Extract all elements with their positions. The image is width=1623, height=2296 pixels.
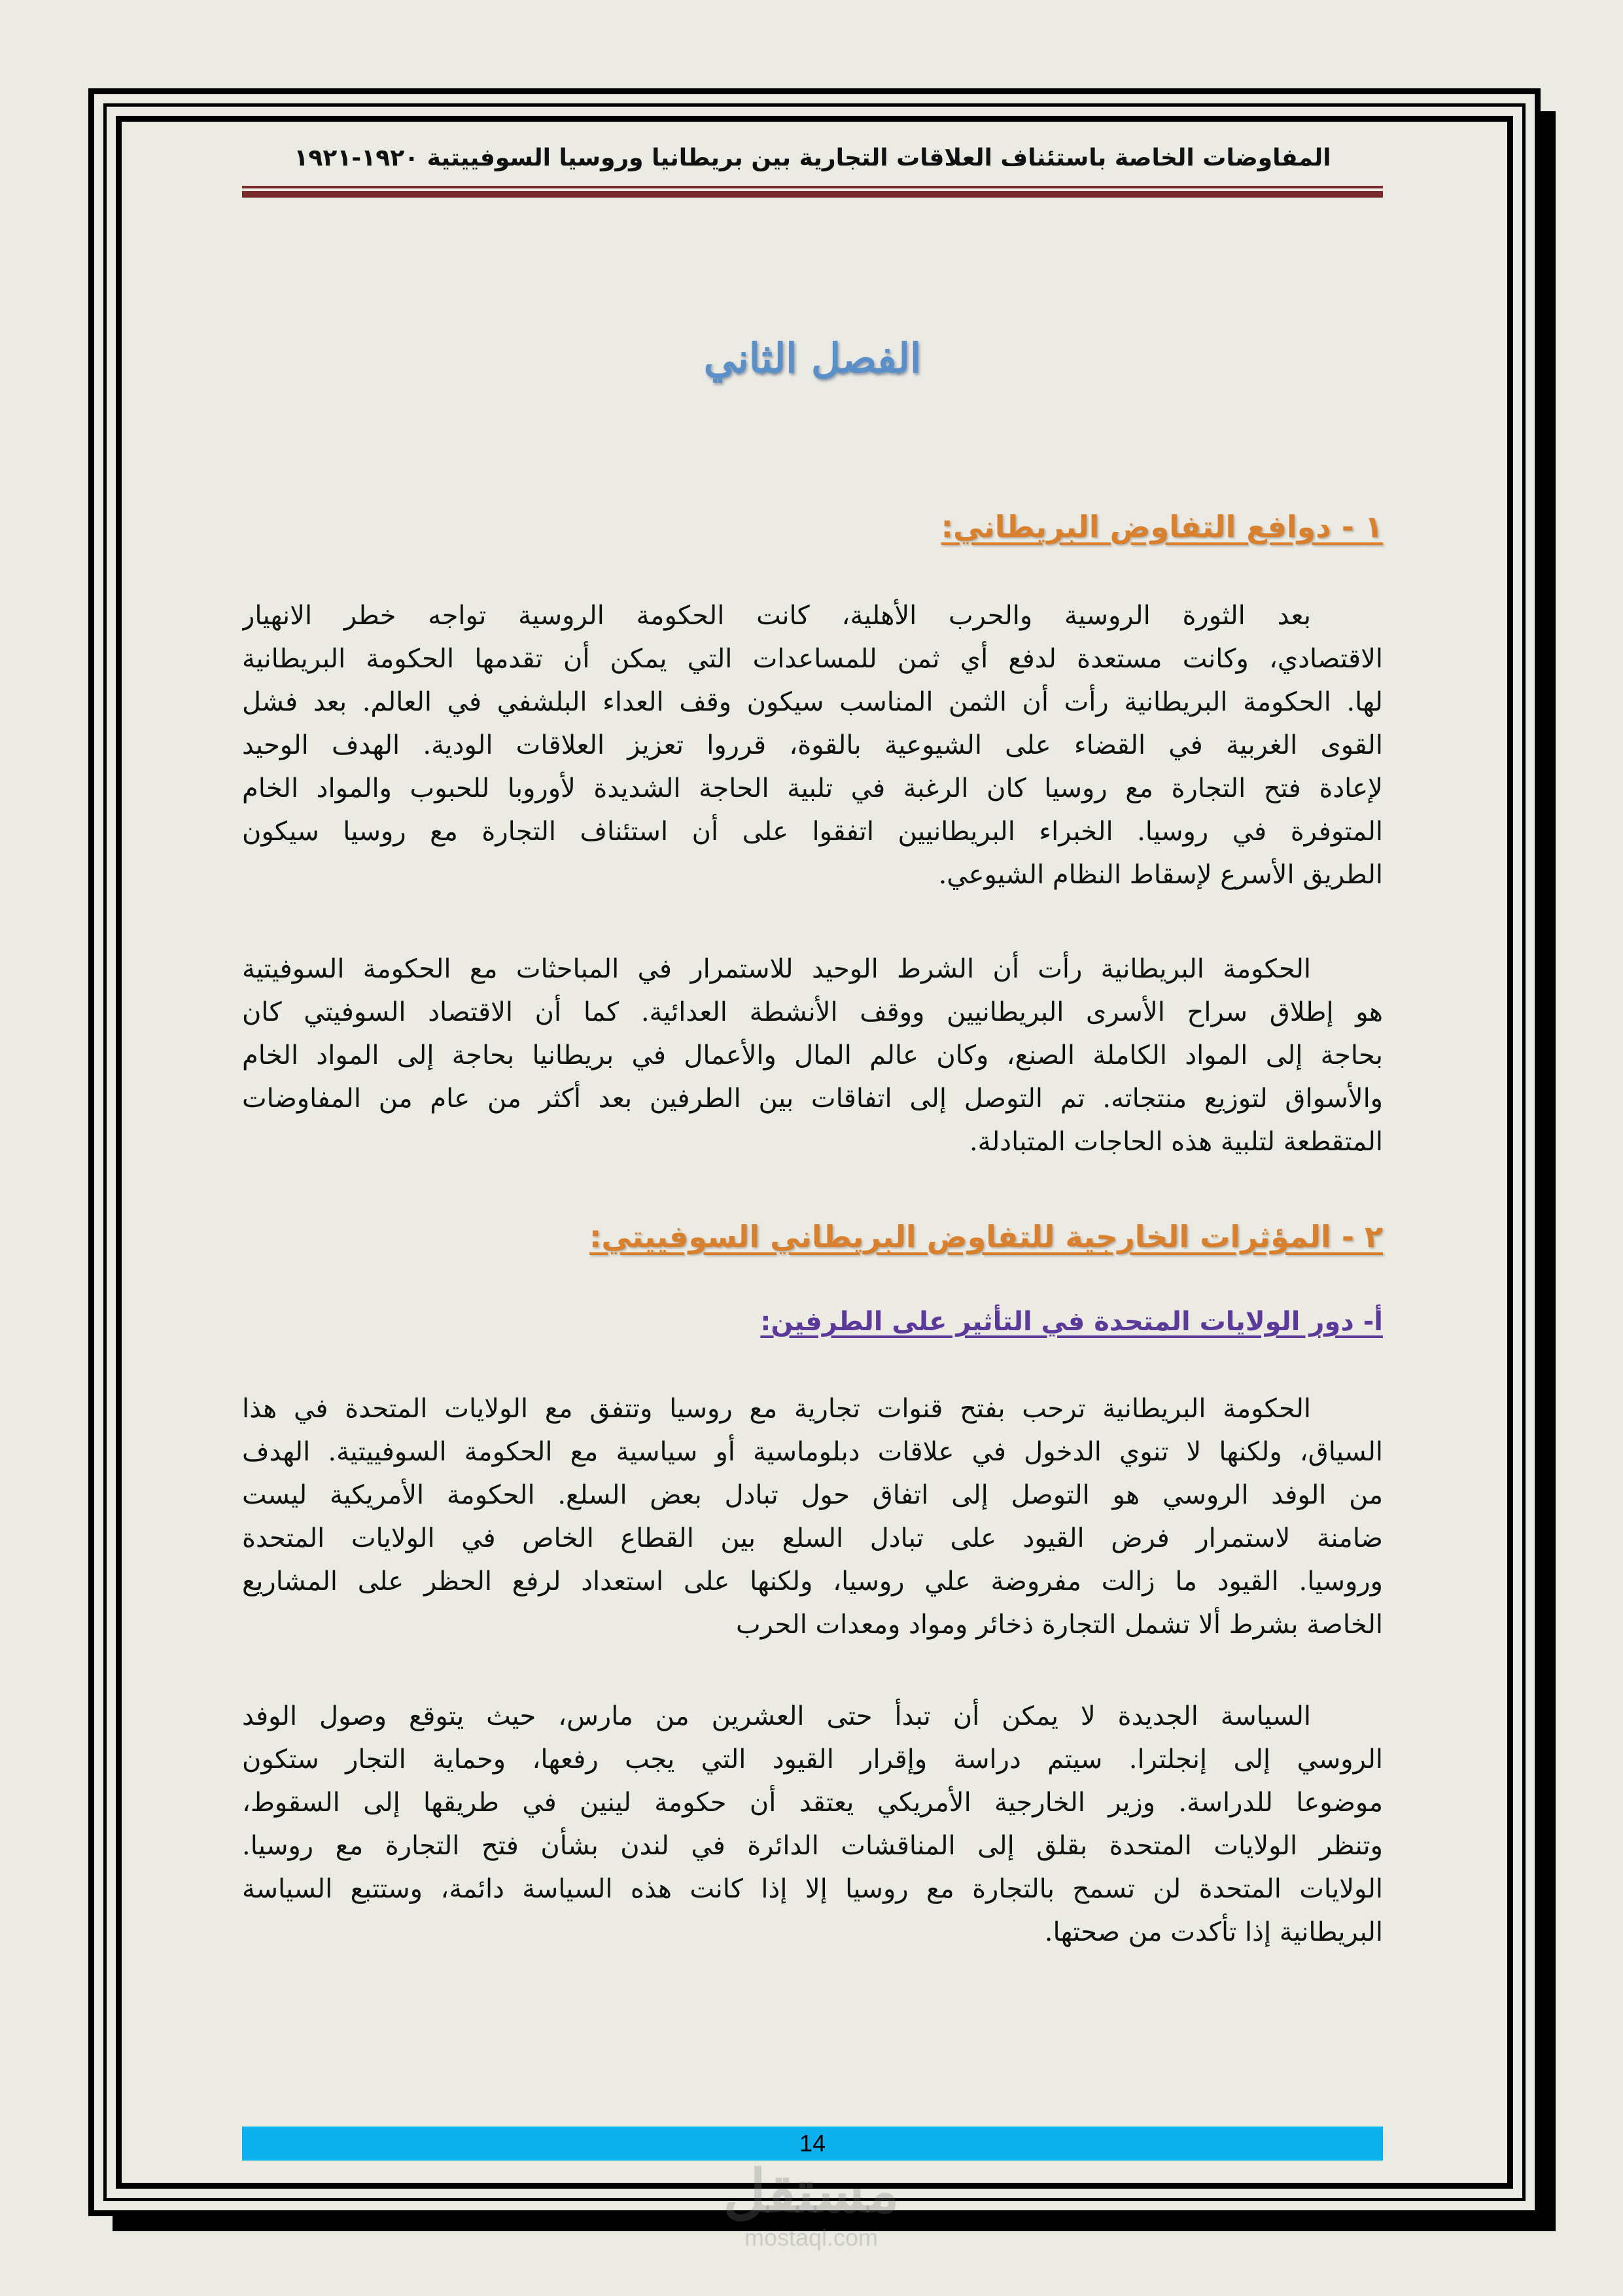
paragraph-line: البريطانية إذا تأكدت من صحتها. xyxy=(1044,1917,1383,1947)
paragraph-line: القوى الغربية في القضاء على الشيوعية بالقوة، قرروا تعزيز العلاقات الودية. الهدف الوحيد xyxy=(242,730,1383,760)
page-content xyxy=(242,131,1383,1947)
paragraph-line: من الوفد الروسي هو التوصل إلى اتفاق حول تبادل بعض السلع. الحكومة الأمريكية ليست xyxy=(242,1480,1383,1510)
paragraph-line: لإعادة فتح التجارة مع روسيا كان الرغبة في تلبية الحاجة الشديدة لأوروبا للحبوب والمواد الخام xyxy=(242,773,1383,804)
paragraph-line: الولايات المتحدة لن تسمح بالتجارة مع روسيا إلا إذا كانت هذه السياسة دائمة، وستتبع السياسة xyxy=(242,1874,1383,1904)
paragraph-line: الخاصة بشرط ألا تشمل التجارة ذخائر ومواد ومعدات الحرب xyxy=(735,1610,1383,1640)
section-1-title: ١ - دوافع التفاوض البريطاني: xyxy=(941,509,1383,544)
paragraph-line: الاقتصادي، وكانت مستعدة لدفع أي ثمن للمساعدات التي يمكن أن تقدمها الحكومة البريطانية xyxy=(242,644,1383,674)
section-2-title: ٢ - المؤثرات الخارجية للتفاوض البريطاني السوفييتي: xyxy=(589,1219,1383,1254)
paragraph-line: ضامنة لاستمرار فرض القيود على تبادل السلع بين القطاع الخاص في الولايات المتحدة xyxy=(242,1523,1383,1553)
paragraph-line: السياسة الجديدة لا يمكن أن تبدأ حتى العشرين من مارس، حيث يتوقع وصول الوفد xyxy=(242,1701,1311,1731)
chapter-title: الفصل الثاني xyxy=(703,334,922,382)
section-1-paragraph-1 xyxy=(242,594,1383,896)
paragraph-line: لها. الحكومة البريطانية رأت أن الثمن المناسب سيكون وقف العداء البلشفي في العالم. بعد فشل xyxy=(242,687,1383,717)
section-2-paragraph-2 xyxy=(242,1695,1383,1954)
paragraph-line: بحاجة إلى المواد الكاملة الصنع، وكان عالم المال والأعمال في بريطانيا بحاجة إلى المواد الخام xyxy=(242,1040,1383,1070)
paragraph-line: والأسواق لتوزيع منتجاته. تم التوصل إلى اتفاقات بين الطرفين بعد أكثر من عام من المفاوضات xyxy=(242,1084,1383,1114)
section-2-subsection-a-title: أ- دور الولايات المتحدة في التأثير على الطرفين: xyxy=(760,1307,1383,1337)
paragraph-line: الطريق الأسرع لإسقاط النظام الشيوعي. xyxy=(938,860,1383,890)
paragraph-line: الحكومة البريطانية ترحب بفتح قنوات تجارية مع روسيا وتتفق مع الولايات المتحدة في هذا xyxy=(242,1394,1311,1424)
paragraph-line: موضوعا للدراسة. وزير الخارجية الأمريكي يعتقد أن حكومة لينين في طريقها إلى السقوط، xyxy=(242,1788,1383,1818)
running-header: المفاوضات الخاصة باستئناف العلاقات التجارية بين بريطانيا وروسيا السوفييتية ١٩٢٠-١٩٢١ xyxy=(294,145,1331,171)
paragraph-line: هو إطلاق سراح الأسرى البريطانيين ووقف الأنشطة العدائية. كما أن الاقتصاد السوفيتي كان xyxy=(242,997,1383,1027)
paragraph-line: المتقطعة لتلبية هذه الحاجات المتبادلة. xyxy=(969,1127,1383,1157)
page-number-bar xyxy=(242,2127,1383,2161)
paragraph-line: الروسي إلى إنجلترا. سيتم دراسة وإقرار القيود التي يجب رفعها، وحماية التجار ستكون xyxy=(242,1744,1383,1775)
paragraph-line: المتوفرة في روسيا. الخبراء البريطانيين اتفقوا على أن استئناف التجارة مع روسيا سيكون xyxy=(242,817,1383,847)
header-rule-thin xyxy=(242,186,1383,188)
watermark-url: mostaql.com xyxy=(744,2224,879,2251)
paragraph-line: الحكومة البريطانية رأت أن الشرط الوحيد للاستمرار في المباحثات مع الحكومة السوفيتية xyxy=(242,954,1311,984)
paragraph-line: وروسيا. القيود ما زالت مفروضة علي روسيا، ولكنها على استعداد لرفع الحظر على المشاريع xyxy=(242,1566,1383,1597)
watermark-logo: مستقل xyxy=(723,2159,899,2225)
header-rule-thick xyxy=(242,191,1383,198)
section-1-paragraph-2 xyxy=(242,947,1383,1163)
paragraph-line: وتنظر الولايات المتحدة بقلق إلى المناقشات الدائرة في لندن بشأن فتح التجارة مع روسيا. xyxy=(242,1831,1383,1861)
watermark xyxy=(713,2159,909,2251)
page-number: 14 xyxy=(799,2130,826,2157)
section-2-paragraph-1 xyxy=(242,1387,1383,1646)
paragraph-line: بعد الثورة الروسية والحرب الأهلية، كانت الحكومة الروسية تواجه خطر الانهيار xyxy=(242,601,1311,631)
paragraph-line: السياق، ولكنها لا تنوي الدخول في علاقات دبلوماسية أو سياسية مع الحكومة السوفييتية. الهدف xyxy=(242,1437,1383,1467)
